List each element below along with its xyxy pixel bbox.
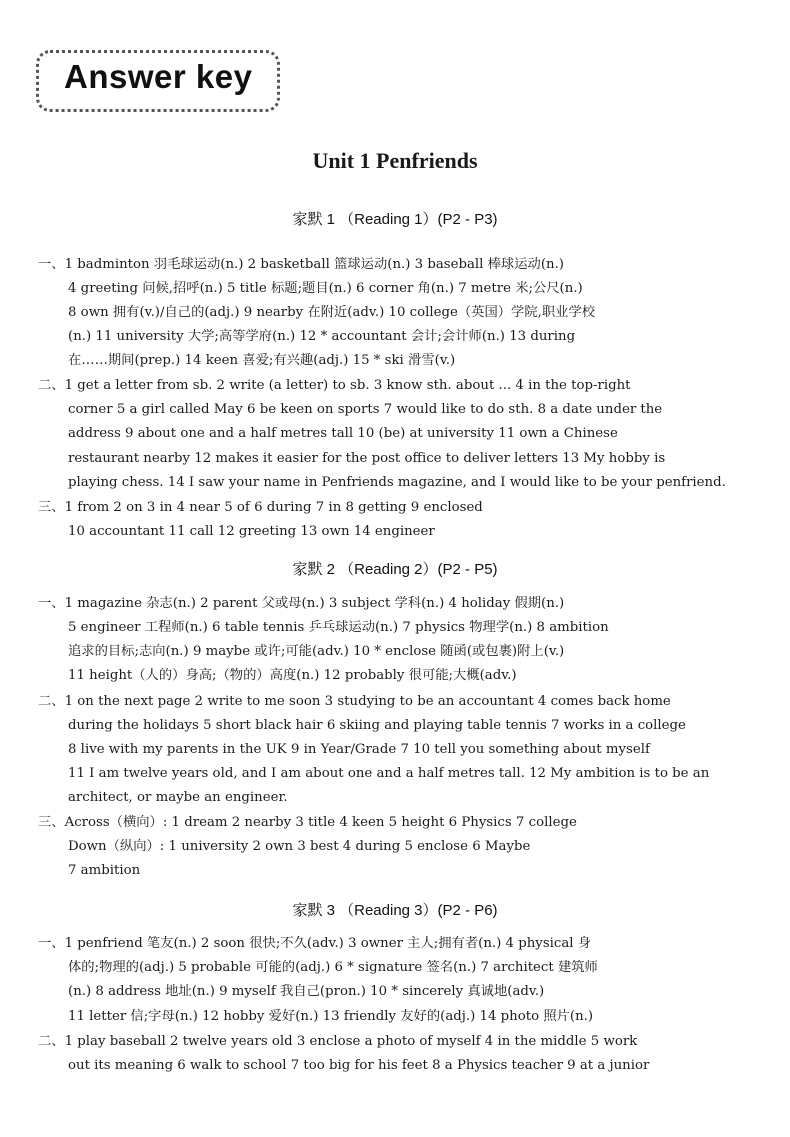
answer-line: 8 live with my parents in the UK 9 in Year/Grade 7 10 tell you something about myself xyxy=(68,742,650,757)
answer-line: 11 I am twelve years old, and I am about one and a half metres tall. 12 My ambition is to be an xyxy=(68,766,710,781)
answer-line: 二、1 play baseball 2 twelve years old 3 enclose a photo of myself 4 in the middle 5 work xyxy=(38,1034,638,1049)
answer-line: (n.) 8 address 地址(n.) 9 myself 我自己(pron.) 10 * sincerely 真诚地(adv.) xyxy=(68,984,545,999)
answer-line: 二、1 on the next page 2 write to me soon 3 studying to be an accountant 4 comes back home xyxy=(38,694,671,709)
section-title-1: 家默 1 （Reading 1）(P2 - P3) xyxy=(292,211,498,228)
answer-line: restaurant nearby 12 makes it easier for the post office to deliver letters 13 My hobby is xyxy=(68,451,666,466)
answer-line: 4 greeting 问候,招呼(n.) 5 title 标题;题目(n.) 6 corner 角(n.) 7 metre 米;公尺(n.) xyxy=(68,281,583,296)
answer-line: Down（纵向）: 1 university 2 own 3 best 4 during 5 enclose 6 Maybe xyxy=(68,839,531,854)
answer-line: 10 accountant 11 call 12 greeting 13 own 14 engineer xyxy=(68,524,435,539)
answer-line: address 9 about one and a half metres tall 10 (be) at university 11 own a Chinese xyxy=(68,426,618,441)
unit-title: Unit 1 Penfriends xyxy=(312,148,478,173)
answer-line: 一、1 magazine 杂志(n.) 2 parent 父或母(n.) 3 subject 学科(n.) 4 holiday 假期(n.) xyxy=(38,596,565,611)
answer-line: 5 engineer 工程师(n.) 6 table tennis 乒乓球运动(n.) 7 physics 物理学(n.) 8 ambition xyxy=(68,620,609,635)
answer-line: 一、1 penfriend 笔友(n.) 2 soon 很快;不久(adv.) 3 owner 主人;拥有者(n.) 4 physical 身 xyxy=(38,936,592,951)
section-title-2: 家默 2 （Reading 2）(P2 - P5) xyxy=(292,561,498,578)
answer-line: 8 own 拥有(v.)/自己的(adj.) 9 nearby 在附近(adv.) 10 college（英国）学院,职业学校 xyxy=(68,305,596,320)
answer-line: out its meaning 6 walk to school 7 too big for his feet 8 a Physics teacher 9 at a junior xyxy=(68,1058,650,1073)
answer-line: 在……期间(prep.) 14 keen 喜爱;有兴趣(adj.) 15 * ski 滑雪(v.) xyxy=(68,353,456,368)
answer-key-title: Answer key xyxy=(64,58,253,95)
section-title-3: 家默 3 （Reading 3）(P2 - P6) xyxy=(292,902,498,919)
answer-line: (n.) 11 university 大学;高等学府(n.) 12 * accountant 会计;会计师(n.) 13 during xyxy=(68,329,576,344)
answer-line: corner 5 a girl called May 6 be keen on sports 7 would like to do sth. 8 a date under the xyxy=(68,402,663,417)
answer-line: 一、1 badminton 羽毛球运动(n.) 2 basketball 篮球运动(n.) 3 baseball 棒球运动(n.) xyxy=(38,257,564,272)
answer-line: 三、Across（横向）: 1 dream 2 nearby 3 title 4 keen 5 height 6 Physics 7 college xyxy=(38,815,577,830)
answer-line: 三、1 from 2 on 3 in 4 near 5 of 6 during 7 in 8 getting 9 enclosed xyxy=(38,500,483,515)
answer-line: during the holidays 5 short black hair 6 skiing and playing table tennis 7 works in a college xyxy=(68,718,686,733)
answer-line: 二、1 get a letter from sb. 2 write (a letter) to sb. 3 know sth. about ... 4 in the top-right xyxy=(38,378,631,393)
answer-line: 追求的目标;志向(n.) 9 maybe 或许;可能(adv.) 10 * enclose 随函(或包裹)附上(v.) xyxy=(68,644,565,659)
answer-line: architect, or maybe an engineer. xyxy=(68,790,288,805)
answer-line: 7 ambition xyxy=(68,863,141,878)
answer-line: 体的;物理的(adj.) 5 probable 可能的(adj.) 6 * signature 签名(n.) 7 architect 建筑师 xyxy=(68,960,598,975)
answer-line: playing chess. 14 I saw your name in Penfriends magazine, and I would like to be your penfriend. xyxy=(68,475,726,490)
answer-line: 11 height（人的）身高;（物的）高度(n.) 12 probably 很可能;大概(adv.) xyxy=(68,668,517,683)
answer-line: 11 letter 信;字母(n.) 12 hobby 爱好(n.) 13 friendly 友好的(adj.) 14 photo 照片(n.) xyxy=(68,1009,594,1024)
